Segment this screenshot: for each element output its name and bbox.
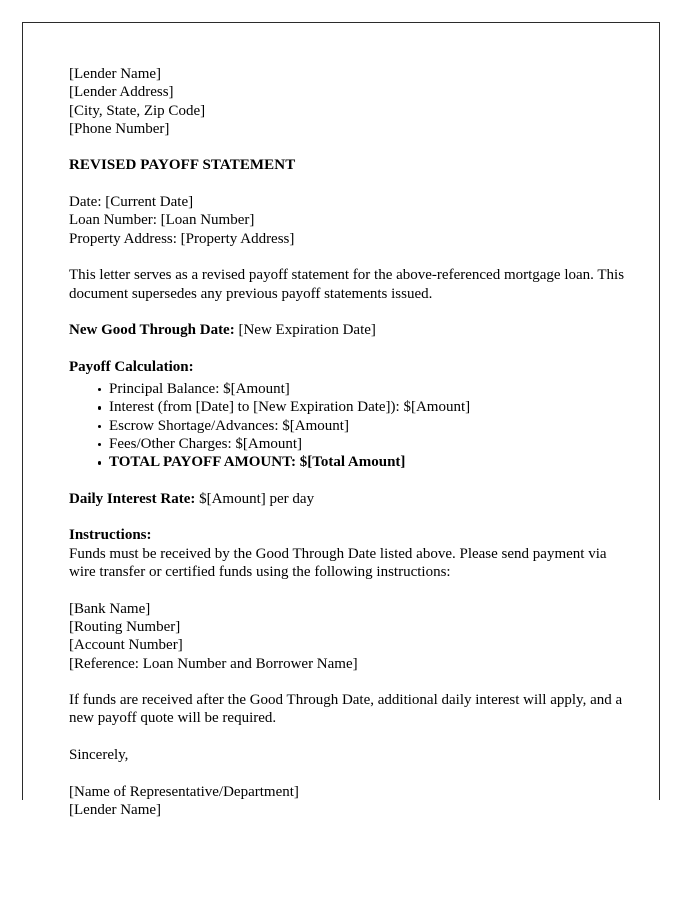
bank-details-block <box>69 600 635 673</box>
document-body <box>69 65 635 819</box>
bank-name-line: [Bank Name] <box>69 600 151 617</box>
instructions-paragraph: Funds must be received by the Good Through Date listed above. Please send payment via wire transfer or certified funds using the following instructions: <box>69 545 607 581</box>
loan-number-line: Loan Number: [Loan Number] <box>69 212 255 229</box>
lender-city-line: [City, State, Zip Code] <box>69 102 206 119</box>
lender-address-block <box>69 65 635 138</box>
list-item: Interest (from [Date] to [New Expiration Date]): $[Amount] <box>69 398 635 416</box>
lender-name-line: [Lender Name] <box>69 66 162 82</box>
list-item: Principal Balance: $[Amount] <box>69 380 635 398</box>
good-through-date-label: New Good Through Date: <box>69 322 235 339</box>
account-number-line: [Account Number] <box>69 637 183 654</box>
lender-phone-line: [Phone Number] <box>69 120 170 137</box>
signature-lender-name-line: [Lender Name] <box>69 801 162 818</box>
reference-line: [Reference: Loan Number and Borrower Name] <box>69 655 358 672</box>
list-item-total-payoff: TOTAL PAYOFF AMOUNT: $[Total Amount] <box>69 453 635 471</box>
property-address-line: Property Address: [Property Address] <box>69 230 295 247</box>
statement-date-line: Date: [Current Date] <box>69 194 194 211</box>
lender-address-line: [Lender Address] <box>69 84 174 101</box>
instructions-heading: Instructions: <box>69 527 152 544</box>
payoff-calculation-heading: Payoff Calculation: <box>69 358 194 375</box>
list-item: Fees/Other Charges: $[Amount] <box>69 435 635 453</box>
closing-line: Sincerely, <box>69 746 129 763</box>
payoff-calculation-list <box>69 380 635 471</box>
good-through-date-line <box>69 321 635 339</box>
page-title: REVISED PAYOFF STATEMENT <box>69 157 296 174</box>
signature-block <box>69 783 635 820</box>
daily-interest-rate-line <box>69 490 635 508</box>
loan-meta-block <box>69 193 635 248</box>
list-item: Escrow Shortage/Advances: $[Amount] <box>69 417 635 435</box>
daily-interest-rate-value: $[Amount] per day <box>199 490 315 507</box>
document-page-frame <box>22 22 660 818</box>
late-funds-notice: If funds are received after the Good Through Date, additional daily interest will apply, and a new payoff quote will be required. <box>69 692 623 727</box>
intro-paragraph: This letter serves as a revised payoff statement for the above-referenced mortgage loan. This document supersedes any previous payoff statements issued. <box>69 267 625 302</box>
good-through-date-value: [New Expiration Date] <box>238 322 376 339</box>
routing-number-line: [Routing Number] <box>69 618 181 635</box>
daily-interest-rate-label: Daily Interest Rate: <box>69 490 196 507</box>
representative-name-line: [Name of Representative/Department] <box>69 783 299 800</box>
